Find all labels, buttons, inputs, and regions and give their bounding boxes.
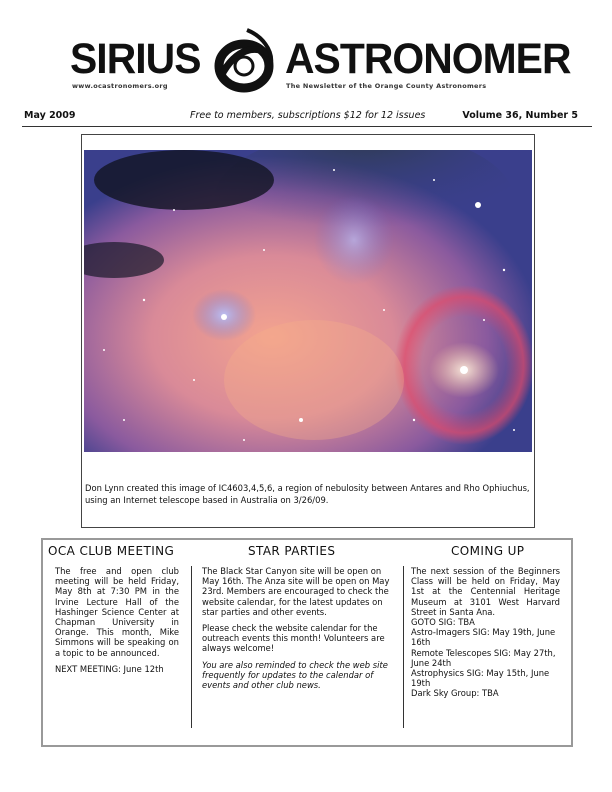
column-divider-1 [191, 566, 192, 728]
star-parties-text-1: The Black Star Canyon site will be open on May 16th. The Anza site will be open on May 23rd. Members are encouraged to check the website calendar, for the latest updates on star parties and other events. [202, 566, 390, 617]
coming-up-item: Dark Sky Group: TBA [411, 688, 499, 699]
club-meeting-text: The free and open club meeting will be held Friday, May 8th at 7:30 PM in the Irvine Lecture Hall of the Hashinger Science Center at Chapman University in Orange. This month, Mike Simmons will be speaking on a topic to be announced. [55, 566, 179, 658]
star-parties-text-2: Please check the website calendar for the outreach events this month! Volunteers are always welcome! [202, 623, 385, 654]
oca-logo-icon [207, 26, 281, 100]
issue-date: May 2009 [24, 110, 76, 121]
coming-up-column [411, 566, 560, 699]
star-parties-heading: STAR PARTIES [248, 544, 336, 558]
star-parties-text-3: You are also reminded to check the web site frequently for updates to the calendar of events and other club news. [202, 659, 388, 691]
masthead-title-sirius: SIRIUS [70, 35, 201, 83]
header-divider [22, 126, 592, 127]
masthead [0, 0, 612, 100]
website-url: www.ocastronomers.org [72, 82, 168, 90]
photo-caption: Don Lynn created this image of IC4603,4,5,6, a region of nebulosity between Antares and Rho Ophiuchus, using an Internet telescope based in Australia on 3/26/09. [85, 483, 530, 505]
coming-up-heading: COMING UP [451, 544, 525, 558]
coming-up-item: Astrophysics SIG: May 15th, June 19th [411, 668, 550, 689]
club-meeting-heading: OCA CLUB MEETING [48, 544, 175, 558]
issue-info-bar [24, 110, 584, 124]
next-meeting-text: NEXT MEETING: June 12th [55, 663, 164, 674]
club-meeting-column [55, 566, 179, 680]
masthead-tagline: The Newsletter of the Orange County Astronomers [286, 82, 487, 90]
coming-up-item: Remote Telescopes SIG: May 27th, June 24th [411, 647, 556, 668]
volume-number: Volume 36, Number 5 [462, 110, 578, 121]
nebula-photo [84, 150, 532, 452]
beginners-class-text: The next session of the Beginners Class will be held on Friday, May 1st at the Centennial Heritage Museum at 3101 West Harvard Street in Santa Ana. [411, 566, 560, 617]
star-parties-column [202, 566, 394, 696]
subscription-note: Free to members, subscriptions $12 for 12 issues [190, 110, 426, 121]
coming-up-item: GOTO SIG: TBA [411, 617, 475, 628]
masthead-title-astronomer: ASTRONOMER [285, 35, 571, 83]
column-divider-2 [403, 566, 404, 728]
coming-up-item: Astro-Imagers SIG: May 19th, June 16th [411, 627, 556, 648]
